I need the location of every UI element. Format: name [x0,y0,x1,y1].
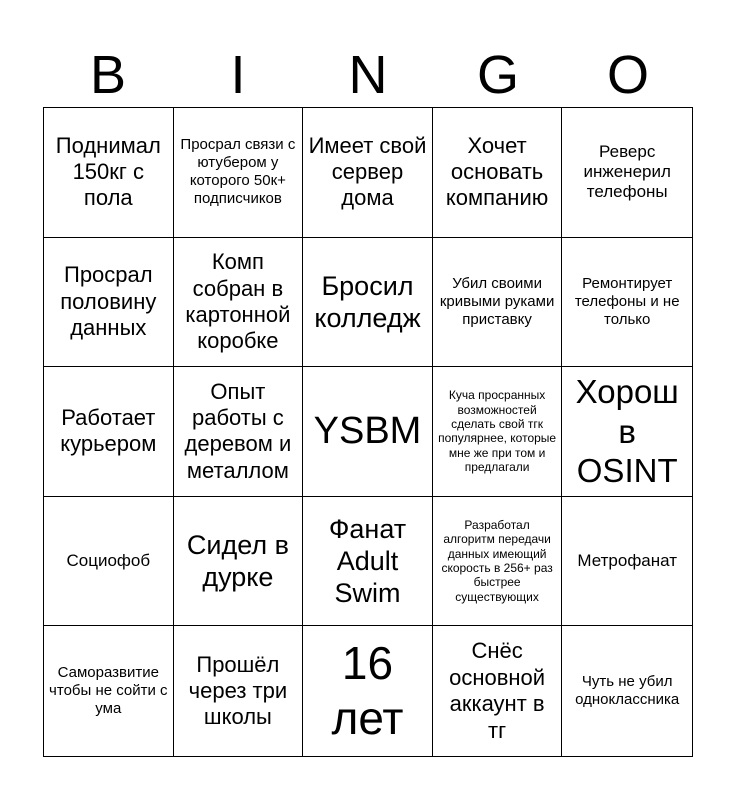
bingo-cell[interactable]: 16 лет [303,626,433,756]
bingo-cell[interactable]: Реверс инженерил телефоны [562,108,692,238]
bingo-cell[interactable]: Куча просранных возможностей сделать свой тгк популярнее, которые мне же при том и предлагали [433,367,563,497]
header-letter-o: O [606,45,649,105]
bingo-cell[interactable]: Социофоб [44,497,174,627]
bingo-cell[interactable]: Чуть не убил одноклассника [575,673,680,709]
bingo-cell[interactable]: Прошёл через три школы [174,626,304,756]
bingo-cell[interactable]: Фанат Adult Swim [303,497,433,627]
bingo-cell[interactable]: Метрофанат [562,497,692,627]
header-letter-g: G [476,45,519,105]
bingo-cell[interactable]: Хорош в OSINT [562,367,692,497]
header-letter-b: B [89,45,127,105]
bingo-cell[interactable]: Убил своими кривыми руками приставку [433,238,563,368]
bingo-grid [43,107,693,757]
bingo-cell[interactable]: Разработал алгоритм передачи данных имеющий скорость в 256+ раз быстрее существующих [433,497,563,627]
bingo-cell[interactable]: Саморазвитие чтобы не сойти с ума [44,626,174,756]
bingo-header [43,42,693,108]
bingo-cell[interactable]: Комп собран в картонной коробке [174,238,304,368]
bingo-cell[interactable]: Ремонтирует телефоны и не только [562,238,692,368]
bingo-cell[interactable]: Бросил колледж [303,238,433,368]
bingo-cell[interactable]: Работает курьером [44,367,174,497]
bingo-cell[interactable]: Просрал связи с ютубером у которого 50к+ подписчиков [174,108,304,238]
bingo-cell[interactable]: Сидел в дурке [174,497,304,627]
header-letter-n: N [348,45,388,105]
bingo-cell[interactable]: Просрал половину данных [44,238,174,368]
bingo-cell-free-center[interactable]: YSBM [303,367,433,497]
bingo-cell[interactable]: Поднимал 150кг с пола [44,108,174,238]
bingo-cell[interactable]: Имеет свой сервер дома [303,108,433,238]
header-letter-i: I [230,45,246,105]
bingo-cell[interactable]: Снёс основной аккаунт в тг [433,626,563,756]
bingo-cell[interactable]: Хочет основать компанию [433,108,563,238]
bingo-cell[interactable]: Опыт работы с деревом и металлом [174,367,304,497]
